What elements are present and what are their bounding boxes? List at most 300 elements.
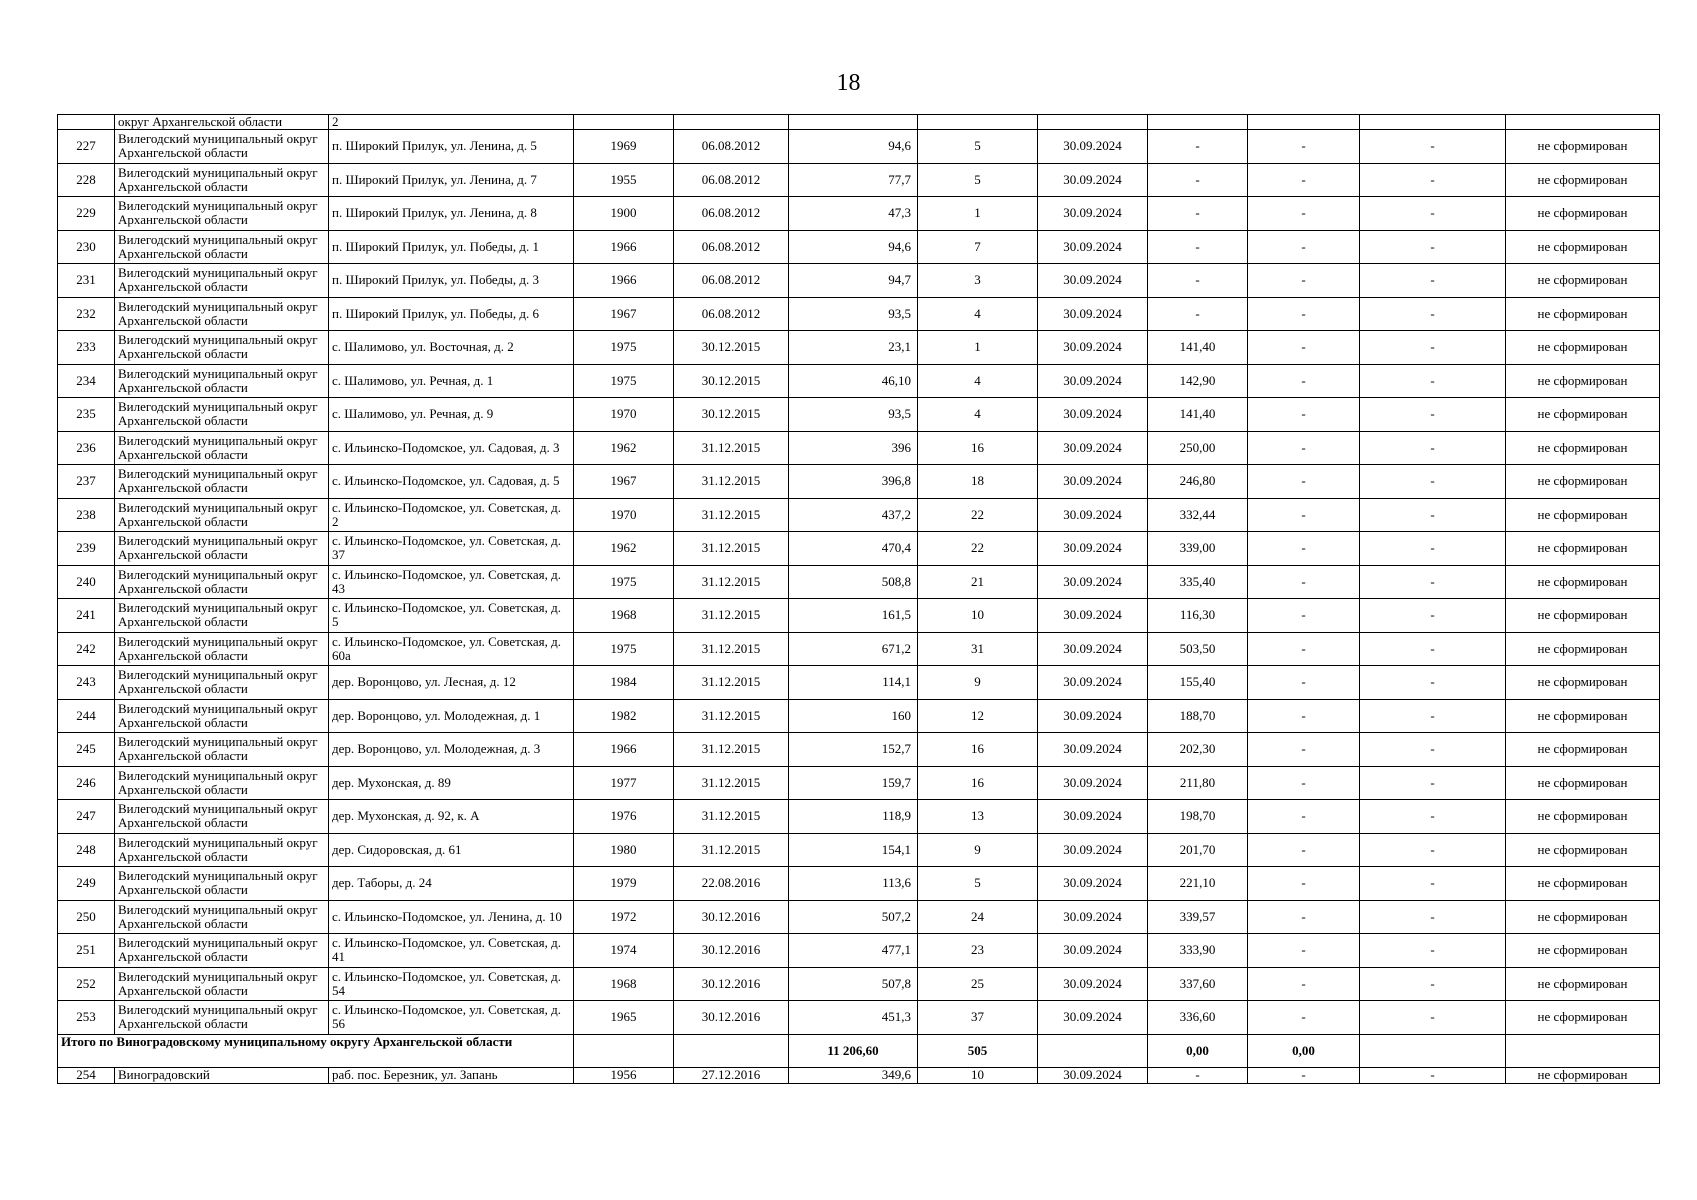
cell-district: Вилегодский муниципальный округ Архангельской области — [115, 398, 329, 432]
cell-value-2: - — [1248, 1067, 1360, 1083]
cell-planned-date: 30.09.2024 — [1038, 900, 1148, 934]
cell-residents: 16 — [918, 733, 1038, 767]
cell-area: 94,6 — [789, 230, 918, 264]
cell-address: п. Широкий Прилук, ул. Победы, д. 6 — [329, 297, 574, 331]
cell-value-1: 333,90 — [1148, 934, 1248, 968]
cell-empty — [1148, 115, 1248, 130]
cell-date: 31.12.2015 — [674, 666, 789, 700]
cell-area: 23,1 — [789, 331, 918, 365]
cell-value-1: 332,44 — [1148, 498, 1248, 532]
cell-value-2: - — [1248, 532, 1360, 566]
cell-value-3: - — [1360, 197, 1506, 231]
cell-status: не сформирован — [1506, 632, 1660, 666]
cell-area: 508,8 — [789, 565, 918, 599]
cell-value-3: - — [1360, 465, 1506, 499]
cell-value-2: - — [1248, 733, 1360, 767]
cell-residents: 4 — [918, 297, 1038, 331]
cell-area: 396 — [789, 431, 918, 465]
cell-value-3: - — [1360, 297, 1506, 331]
cell-value-1: 188,70 — [1148, 699, 1248, 733]
cell-value-1: 221,10 — [1148, 867, 1248, 901]
cell-address: дер. Таборы, д. 24 — [329, 867, 574, 901]
cell-year: 1962 — [574, 532, 674, 566]
cell-date: 31.12.2015 — [674, 565, 789, 599]
cell-residents: 1 — [918, 197, 1038, 231]
cell-value-3: - — [1360, 967, 1506, 1001]
cell-district: Вилегодский муниципальный округ Архангельской области — [115, 264, 329, 298]
cell-date: 31.12.2015 — [674, 766, 789, 800]
cell-value-1: - — [1148, 230, 1248, 264]
cell-empty — [1506, 1034, 1660, 1067]
cell-residents: 5 — [918, 163, 1038, 197]
cell-value-1: 142,90 — [1148, 364, 1248, 398]
cell-date: 30.12.2016 — [674, 967, 789, 1001]
cell-residents: 4 — [918, 364, 1038, 398]
cell-value-3: - — [1360, 565, 1506, 599]
cell-planned-date: 30.09.2024 — [1038, 699, 1148, 733]
cell-value-2: - — [1248, 331, 1360, 365]
cell-address: п. Широкий Прилук, ул. Победы, д. 1 — [329, 230, 574, 264]
cell-area: 451,3 — [789, 1001, 918, 1035]
cell-district: Вилегодский муниципальный округ Архангельской области — [115, 532, 329, 566]
cell-value-3: - — [1360, 163, 1506, 197]
cell-area: 94,6 — [789, 130, 918, 164]
cell-empty — [1038, 115, 1148, 130]
cell-area: 507,8 — [789, 967, 918, 1001]
cell-empty — [918, 115, 1038, 130]
cell-planned-date: 30.09.2024 — [1038, 867, 1148, 901]
cell-date: 31.12.2015 — [674, 699, 789, 733]
cell-address: дер. Воронцово, ул. Лесная, д. 12 — [329, 666, 574, 700]
total-row — [58, 1034, 1660, 1067]
cell-area: 77,7 — [789, 163, 918, 197]
cell-value-2: - — [1248, 867, 1360, 901]
cell-number: 251 — [58, 934, 115, 968]
cell-year: 1962 — [574, 431, 674, 465]
cell-address: с. Ильинско-Подомское, ул. Советская, д. 60а — [329, 632, 574, 666]
table-row — [58, 264, 1660, 298]
cell-planned-date: 30.09.2024 — [1038, 800, 1148, 834]
table-row — [58, 666, 1660, 700]
cell-year: 1975 — [574, 632, 674, 666]
cell-value-3: - — [1360, 733, 1506, 767]
cell-number: 246 — [58, 766, 115, 800]
cell-empty — [789, 115, 918, 130]
cell-status: не сформирован — [1506, 163, 1660, 197]
cell-area: 93,5 — [789, 398, 918, 432]
table-row — [58, 565, 1660, 599]
cell-date: 31.12.2015 — [674, 431, 789, 465]
cell-year: 1970 — [574, 398, 674, 432]
continuation-row — [58, 115, 1660, 130]
cell-area: 396,8 — [789, 465, 918, 499]
cell-address: с. Ильинско-Подомское, ул. Советская, д. 5 — [329, 599, 574, 633]
cell-empty — [574, 115, 674, 130]
cell-address: с. Ильинско-Подомское, ул. Советская, д. 43 — [329, 565, 574, 599]
cell-planned-date: 30.09.2024 — [1038, 431, 1148, 465]
cell-date: 31.12.2015 — [674, 532, 789, 566]
cell-address: с. Ильинско-Подомское, ул. Советская, д. 41 — [329, 934, 574, 968]
cell-address: дер. Воронцово, ул. Молодежная, д. 3 — [329, 733, 574, 767]
cell-value-3: - — [1360, 900, 1506, 934]
cell-number: 239 — [58, 532, 115, 566]
cell-residents: 16 — [918, 431, 1038, 465]
cell-value-3: - — [1360, 331, 1506, 365]
table-row — [58, 599, 1660, 633]
cell-district: Вилегодский муниципальный округ Архангельской области — [115, 934, 329, 968]
total-value-2: 0,00 — [1248, 1034, 1360, 1067]
cell-value-1: 503,50 — [1148, 632, 1248, 666]
cell-area: 160 — [789, 699, 918, 733]
cell-residents: 21 — [918, 565, 1038, 599]
cell-area: 507,2 — [789, 900, 918, 934]
cell-number: 250 — [58, 900, 115, 934]
cell-district: Вилегодский муниципальный округ Архангельской области — [115, 465, 329, 499]
cell-residents: 12 — [918, 699, 1038, 733]
total-area: 11 206,60 — [789, 1034, 918, 1067]
cell-number: 228 — [58, 163, 115, 197]
cell-district: Вилегодский муниципальный округ Архангельской области — [115, 632, 329, 666]
cell-date: 06.08.2012 — [674, 197, 789, 231]
cell-year: 1970 — [574, 498, 674, 532]
cell-empty — [1360, 115, 1506, 130]
cell-planned-date: 30.09.2024 — [1038, 498, 1148, 532]
cell-value-2: - — [1248, 800, 1360, 834]
cell-status: не сформирован — [1506, 900, 1660, 934]
cell-value-2: - — [1248, 766, 1360, 800]
cell-value-2: - — [1248, 297, 1360, 331]
cell-district: Вилегодский муниципальный округ Архангельской области — [115, 766, 329, 800]
cell-value-3: - — [1360, 264, 1506, 298]
cell-district: Вилегодский муниципальный округ Архангельской области — [115, 565, 329, 599]
cell-planned-date: 30.09.2024 — [1038, 163, 1148, 197]
cell-value-1: 336,60 — [1148, 1001, 1248, 1035]
cell-planned-date: 30.09.2024 — [1038, 264, 1148, 298]
cell-residents: 5 — [918, 867, 1038, 901]
cell-address: 2 — [329, 115, 574, 130]
cell-status: не сформирован — [1506, 867, 1660, 901]
cell-address: с. Ильинско-Подомское, ул. Ленина, д. 10 — [329, 900, 574, 934]
cell-district: Виноградовский — [115, 1067, 329, 1083]
cell-planned-date: 30.09.2024 — [1038, 1001, 1148, 1035]
cell-residents: 25 — [918, 967, 1038, 1001]
cell-empty — [1038, 1034, 1148, 1067]
cell-empty — [674, 1034, 789, 1067]
cell-value-3: - — [1360, 699, 1506, 733]
cell-district: Вилегодский муниципальный округ Архангельской области — [115, 800, 329, 834]
table-row — [58, 800, 1660, 834]
cell-value-1: 211,80 — [1148, 766, 1248, 800]
table-row — [58, 163, 1660, 197]
cell-number: 241 — [58, 599, 115, 633]
cell-year: 1969 — [574, 130, 674, 164]
cell-district: Вилегодский муниципальный округ Архангельской области — [115, 331, 329, 365]
cell-planned-date: 30.09.2024 — [1038, 465, 1148, 499]
cell-planned-date: 30.09.2024 — [1038, 666, 1148, 700]
cell-residents: 18 — [918, 465, 1038, 499]
table-row — [58, 297, 1660, 331]
table-row — [58, 331, 1660, 365]
cell-value-2: - — [1248, 632, 1360, 666]
cell-planned-date: 30.09.2024 — [1038, 733, 1148, 767]
cell-date: 30.12.2015 — [674, 364, 789, 398]
cell-address: с. Шалимово, ул. Речная, д. 9 — [329, 398, 574, 432]
cell-empty — [1248, 115, 1360, 130]
cell-residents: 10 — [918, 1067, 1038, 1083]
cell-number: 234 — [58, 364, 115, 398]
cell-year: 1976 — [574, 800, 674, 834]
cell-status: не сформирован — [1506, 1067, 1660, 1083]
cell-status: не сформирован — [1506, 264, 1660, 298]
cell-date: 31.12.2015 — [674, 599, 789, 633]
housing-table — [57, 114, 1660, 1084]
cell-value-1: 116,30 — [1148, 599, 1248, 633]
cell-area: 94,7 — [789, 264, 918, 298]
cell-district: Вилегодский муниципальный округ Архангельской области — [115, 1001, 329, 1035]
cell-date: 31.12.2015 — [674, 800, 789, 834]
cell-value-3: - — [1360, 532, 1506, 566]
cell-area: 671,2 — [789, 632, 918, 666]
cell-status: не сформирован — [1506, 498, 1660, 532]
cell-value-3: - — [1360, 130, 1506, 164]
cell-planned-date: 30.09.2024 — [1038, 632, 1148, 666]
cell-number: 232 — [58, 297, 115, 331]
cell-area: 154,1 — [789, 833, 918, 867]
cell-empty — [1360, 1034, 1506, 1067]
cell-value-1: 335,40 — [1148, 565, 1248, 599]
cell-status: не сформирован — [1506, 599, 1660, 633]
cell-value-1: 339,00 — [1148, 532, 1248, 566]
cell-number: 242 — [58, 632, 115, 666]
cell-address: с. Шалимово, ул. Речная, д. 1 — [329, 364, 574, 398]
cell-value-1: 155,40 — [1148, 666, 1248, 700]
cell-number: 238 — [58, 498, 115, 532]
cell-year: 1974 — [574, 934, 674, 968]
cell-district: Вилегодский муниципальный округ Архангельской области — [115, 833, 329, 867]
cell-status: не сформирован — [1506, 967, 1660, 1001]
cell-residents: 1 — [918, 331, 1038, 365]
cell-district: Вилегодский муниципальный округ Архангельской области — [115, 666, 329, 700]
cell-planned-date: 30.09.2024 — [1038, 766, 1148, 800]
cell-value-2: - — [1248, 699, 1360, 733]
cell-address: дер. Воронцово, ул. Молодежная, д. 1 — [329, 699, 574, 733]
cell-status: не сформирован — [1506, 230, 1660, 264]
cell-area: 437,2 — [789, 498, 918, 532]
cell-address: с. Шалимово, ул. Восточная, д. 2 — [329, 331, 574, 365]
cell-value-1: 141,40 — [1148, 331, 1248, 365]
cell-date: 31.12.2015 — [674, 465, 789, 499]
cell-address: дер. Сидоровская, д. 61 — [329, 833, 574, 867]
table-row — [58, 967, 1660, 1001]
cell-status: не сформирован — [1506, 297, 1660, 331]
table-row — [58, 197, 1660, 231]
cell-year: 1982 — [574, 699, 674, 733]
cell-status: не сформирован — [1506, 766, 1660, 800]
cell-year: 1975 — [574, 331, 674, 365]
cell-area: 152,7 — [789, 733, 918, 767]
cell-status: не сформирован — [1506, 398, 1660, 432]
table-row — [58, 230, 1660, 264]
cell-value-1: - — [1148, 1067, 1248, 1083]
cell-year: 1980 — [574, 833, 674, 867]
cell-year: 1967 — [574, 297, 674, 331]
cell-number — [58, 115, 115, 130]
cell-number: 247 — [58, 800, 115, 834]
cell-residents: 5 — [918, 130, 1038, 164]
cell-number: 249 — [58, 867, 115, 901]
cell-value-2: - — [1248, 565, 1360, 599]
cell-status: не сформирован — [1506, 331, 1660, 365]
cell-value-1: 198,70 — [1148, 800, 1248, 834]
cell-value-3: - — [1360, 867, 1506, 901]
cell-value-2: - — [1248, 900, 1360, 934]
cell-district: Вилегодский муниципальный округ Архангельской области — [115, 967, 329, 1001]
table-row — [58, 733, 1660, 767]
cell-planned-date: 30.09.2024 — [1038, 532, 1148, 566]
cell-district: Вилегодский муниципальный округ Архангельской области — [115, 599, 329, 633]
cell-value-2: - — [1248, 666, 1360, 700]
cell-planned-date: 30.09.2024 — [1038, 833, 1148, 867]
cell-district: Вилегодский муниципальный округ Архангельской области — [115, 197, 329, 231]
table-row — [58, 364, 1660, 398]
table-row — [58, 766, 1660, 800]
cell-value-2: - — [1248, 130, 1360, 164]
cell-residents: 7 — [918, 230, 1038, 264]
cell-year: 1968 — [574, 967, 674, 1001]
cell-value-1: - — [1148, 197, 1248, 231]
cell-value-1: - — [1148, 297, 1248, 331]
cell-date: 06.08.2012 — [674, 130, 789, 164]
table-row — [58, 833, 1660, 867]
cell-value-1: 246,80 — [1148, 465, 1248, 499]
cell-date: 30.12.2015 — [674, 398, 789, 432]
cell-year: 1966 — [574, 230, 674, 264]
cell-value-1: 201,70 — [1148, 833, 1248, 867]
cell-residents: 22 — [918, 532, 1038, 566]
cell-area: 47,3 — [789, 197, 918, 231]
cell-status: не сформирован — [1506, 197, 1660, 231]
cell-value-3: - — [1360, 1001, 1506, 1035]
cell-date: 06.08.2012 — [674, 230, 789, 264]
cell-district: Вилегодский муниципальный округ Архангельской области — [115, 733, 329, 767]
cell-district: Вилегодский муниципальный округ Архангельской области — [115, 163, 329, 197]
cell-value-2: - — [1248, 498, 1360, 532]
cell-date: 30.12.2016 — [674, 934, 789, 968]
cell-address: п. Широкий Прилук, ул. Ленина, д. 7 — [329, 163, 574, 197]
cell-value-3: - — [1360, 398, 1506, 432]
page-number: 18 — [836, 70, 861, 96]
cell-planned-date: 30.09.2024 — [1038, 565, 1148, 599]
cell-value-3: - — [1360, 800, 1506, 834]
cell-district: Вилегодский муниципальный округ Архангельской области — [115, 130, 329, 164]
cell-planned-date: 30.09.2024 — [1038, 934, 1148, 968]
cell-year: 1968 — [574, 599, 674, 633]
cell-value-2: - — [1248, 197, 1360, 231]
cell-number: 244 — [58, 699, 115, 733]
cell-value-3: - — [1360, 364, 1506, 398]
cell-address: с. Ильинско-Подомское, ул. Советская, д. 37 — [329, 532, 574, 566]
cell-district: Вилегодский муниципальный округ Архангельской области — [115, 867, 329, 901]
cell-address: п. Широкий Прилук, ул. Ленина, д. 5 — [329, 130, 574, 164]
cell-planned-date: 30.09.2024 — [1038, 331, 1148, 365]
cell-district: Вилегодский муниципальный округ Архангельской области — [115, 900, 329, 934]
cell-number: 240 — [58, 565, 115, 599]
cell-residents: 4 — [918, 398, 1038, 432]
cell-value-2: - — [1248, 230, 1360, 264]
cell-area: 113,6 — [789, 867, 918, 901]
cell-value-2: - — [1248, 364, 1360, 398]
cell-number: 237 — [58, 465, 115, 499]
cell-status: не сформирован — [1506, 833, 1660, 867]
cell-value-3: - — [1360, 766, 1506, 800]
cell-district: Вилегодский муниципальный округ Архангельской области — [115, 230, 329, 264]
table-row — [58, 532, 1660, 566]
cell-year: 1972 — [574, 900, 674, 934]
cell-value-1: 337,60 — [1148, 967, 1248, 1001]
cell-value-3: - — [1360, 1067, 1506, 1083]
cell-value-3: - — [1360, 632, 1506, 666]
cell-area: 118,9 — [789, 800, 918, 834]
cell-number: 236 — [58, 431, 115, 465]
cell-year: 1965 — [574, 1001, 674, 1035]
cell-number: 233 — [58, 331, 115, 365]
table-row — [58, 867, 1660, 901]
cell-value-2: - — [1248, 264, 1360, 298]
cell-year: 1975 — [574, 565, 674, 599]
cell-date: 31.12.2015 — [674, 632, 789, 666]
cell-date: 31.12.2015 — [674, 833, 789, 867]
cell-number: 243 — [58, 666, 115, 700]
table-row — [58, 130, 1660, 164]
cell-planned-date: 30.09.2024 — [1038, 364, 1148, 398]
cell-district: Вилегодский муниципальный округ Архангельской области — [115, 699, 329, 733]
cell-status: не сформирован — [1506, 733, 1660, 767]
cell-residents: 9 — [918, 833, 1038, 867]
cell-value-2: - — [1248, 431, 1360, 465]
cell-residents: 16 — [918, 766, 1038, 800]
cell-planned-date: 30.09.2024 — [1038, 297, 1148, 331]
cell-value-1: - — [1148, 163, 1248, 197]
cell-status: не сформирован — [1506, 565, 1660, 599]
cell-date: 06.08.2012 — [674, 264, 789, 298]
cell-value-2: - — [1248, 163, 1360, 197]
cell-residents: 9 — [918, 666, 1038, 700]
cell-value-1: 202,30 — [1148, 733, 1248, 767]
cell-residents: 13 — [918, 800, 1038, 834]
cell-area: 46,10 — [789, 364, 918, 398]
cell-planned-date: 30.09.2024 — [1038, 230, 1148, 264]
cell-district: Вилегодский муниципальный округ Архангельской области — [115, 498, 329, 532]
cell-date: 30.12.2015 — [674, 331, 789, 365]
total-residents: 505 — [918, 1034, 1038, 1067]
cell-residents: 37 — [918, 1001, 1038, 1035]
cell-date: 31.12.2015 — [674, 733, 789, 767]
table-row — [58, 498, 1660, 532]
cell-value-3: - — [1360, 599, 1506, 633]
cell-district: округ Архангельской области — [115, 115, 329, 130]
cell-district: Вилегодский муниципальный округ Архангельской области — [115, 364, 329, 398]
cell-number: 231 — [58, 264, 115, 298]
cell-value-3: - — [1360, 431, 1506, 465]
cell-number: 254 — [58, 1067, 115, 1083]
cell-number: 229 — [58, 197, 115, 231]
table-row — [58, 699, 1660, 733]
cell-status: не сформирован — [1506, 532, 1660, 566]
cell-empty — [574, 1034, 674, 1067]
cell-area: 349,6 — [789, 1067, 918, 1083]
cell-number: 248 — [58, 833, 115, 867]
cell-residents: 24 — [918, 900, 1038, 934]
